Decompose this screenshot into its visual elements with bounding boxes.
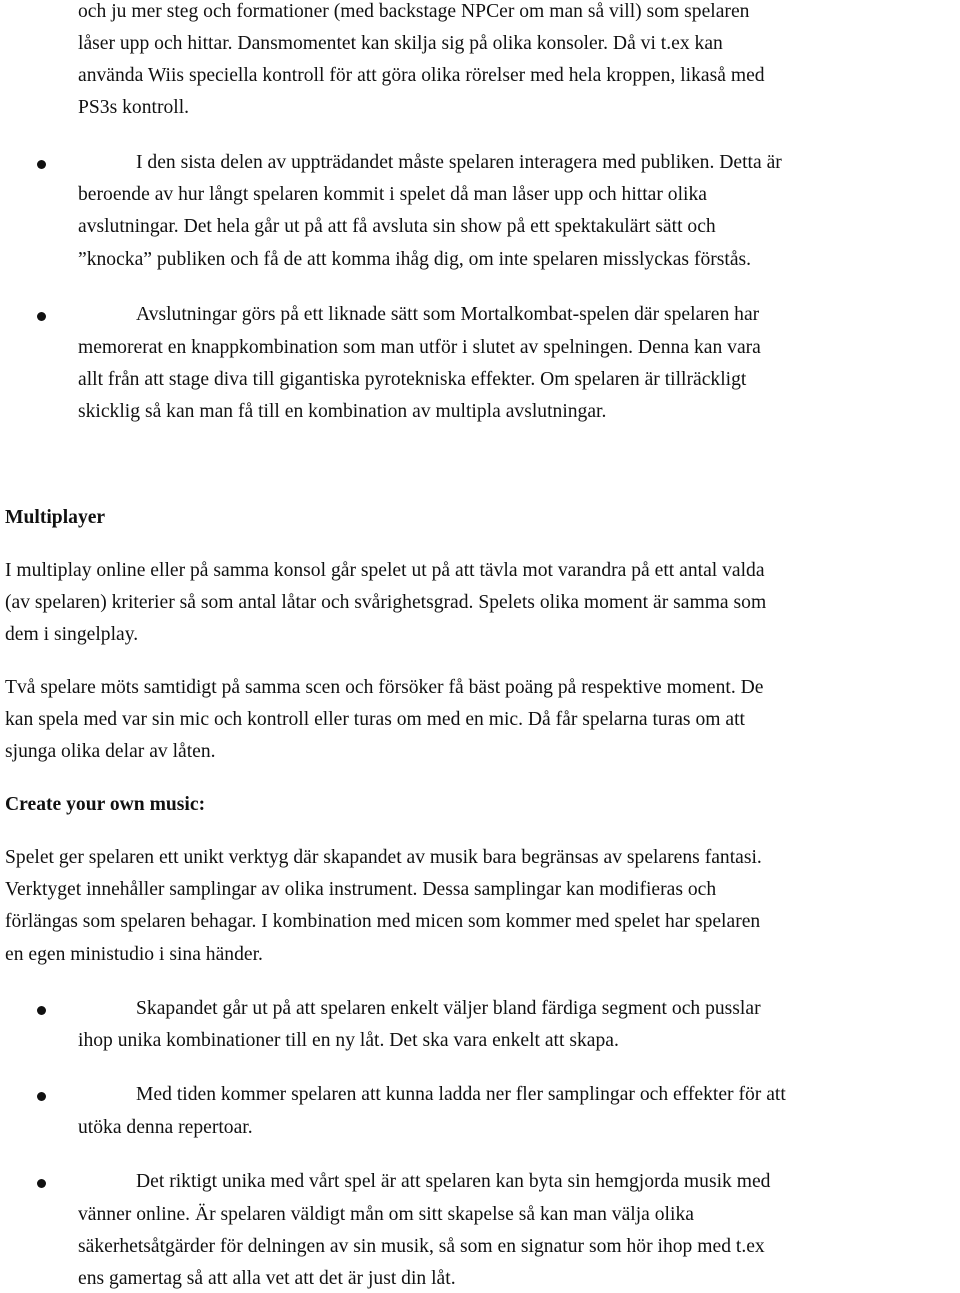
text-line: Avslutningar görs på ett liknade sätt som Mortalkombat-spelen där spelaren har bbox=[136, 304, 760, 325]
bullet-dot-icon bbox=[37, 1179, 46, 1188]
text-line: Det riktigt unika med vårt spel är att spelaren kan byta sin hemgjorda musik med bbox=[136, 1171, 771, 1192]
text-line: Verktyget innehåller samplingar av olika instrument. Dessa samplingar kan modifieras och bbox=[5, 879, 717, 900]
text-line: säkerhetsåtgärder för delningen av sin musik, så som en signatur som hör ihop med t.ex bbox=[78, 1236, 765, 1257]
text-line: I den sista delen av uppträdandet måste spelaren interagera med publiken. Detta är bbox=[136, 152, 782, 173]
text-line: dem i singelplay. bbox=[5, 624, 139, 645]
create-music-heading: Create your own music: bbox=[5, 794, 206, 815]
text-line: och ju mer steg och formationer (med backstage NPCer om man så vill) som spelaren bbox=[78, 1, 750, 22]
text-line: Skapandet går ut på att spelaren enkelt väljer bland färdiga segment och pusslar bbox=[136, 998, 761, 1019]
text-line: PS3s kontroll. bbox=[78, 97, 190, 118]
text-line: allt från att stage diva till gigantiska pyrotekniska effekter. Om spelaren är tillräckligt bbox=[78, 369, 747, 390]
bullet-dot-icon bbox=[37, 1006, 46, 1015]
text-line: (av spelaren) kriterier så som antal låtar och svårighetsgrad. Spelets olika moment är samma som bbox=[5, 592, 767, 613]
bullet-dot-icon bbox=[37, 312, 46, 321]
text-line: utöka denna repertoar. bbox=[78, 1117, 253, 1138]
text-line: I multiplay online eller på samma konsol går spelet ut på att tävla mot varandra på ett antal valda bbox=[5, 560, 765, 581]
text-line: ihop unika kombinationer till en ny låt. Det ska vara enkelt att skapa. bbox=[78, 1030, 619, 1051]
text-line: använda Wiis speciella kontroll för att göra olika rörelser med hela kroppen, likaså med bbox=[78, 65, 765, 86]
text-line: beroende av hur långt spelaren kommit i spelet då man låser upp och hittar olika bbox=[78, 184, 707, 205]
text-line: ens gamertag så att alla vet att det är just din låt. bbox=[78, 1268, 456, 1289]
text-line: förlängas som spelaren behagar. I kombination med micen som kommer med spelet har spelaren bbox=[5, 911, 761, 932]
text-line: Två spelare möts samtidigt på samma scen och försöker få bäst poäng på respektive moment. De bbox=[5, 677, 764, 698]
text-line: låser upp och hittar. Dansmomentet kan skilja sig på olika konsoler. Då vi t.ex kan bbox=[78, 33, 723, 54]
text-line: en egen ministudio i sina händer. bbox=[5, 944, 263, 965]
text-line: avslutningar. Det hela går ut på att få avsluta sin show på ett spektakulärt sätt och bbox=[78, 216, 716, 237]
text-line: skicklig så kan man få till en kombination av multipla avslutningar. bbox=[78, 401, 607, 422]
text-line: Med tiden kommer spelaren att kunna ladda ner fler samplingar och effekter för att bbox=[136, 1084, 786, 1105]
text-line: memorerat en knappkombination som man utför i slutet av spelningen. Denna kan vara bbox=[78, 337, 761, 358]
text-line: kan spela med var sin mic och kontroll eller turas om med en mic. Då får spelarna turas om att bbox=[5, 709, 745, 730]
bullet-dot-icon bbox=[37, 160, 46, 169]
text-line: vänner online. Är spelaren väldigt mån om sitt skapelse så kan man välja olika bbox=[78, 1204, 694, 1225]
bullet-dot-icon bbox=[37, 1092, 46, 1101]
multiplayer-heading: Multiplayer bbox=[5, 507, 106, 528]
text-line: Spelet ger spelaren ett unikt verktyg där skapandet av musik bara begränsas av spelarens fantasi. bbox=[5, 847, 762, 868]
text-line: sjunga olika delar av låten. bbox=[5, 741, 216, 762]
text-line: ”knocka” publiken och få de att komma ihåg dig, om inte spelaren misslyckas förstås. bbox=[78, 249, 752, 270]
